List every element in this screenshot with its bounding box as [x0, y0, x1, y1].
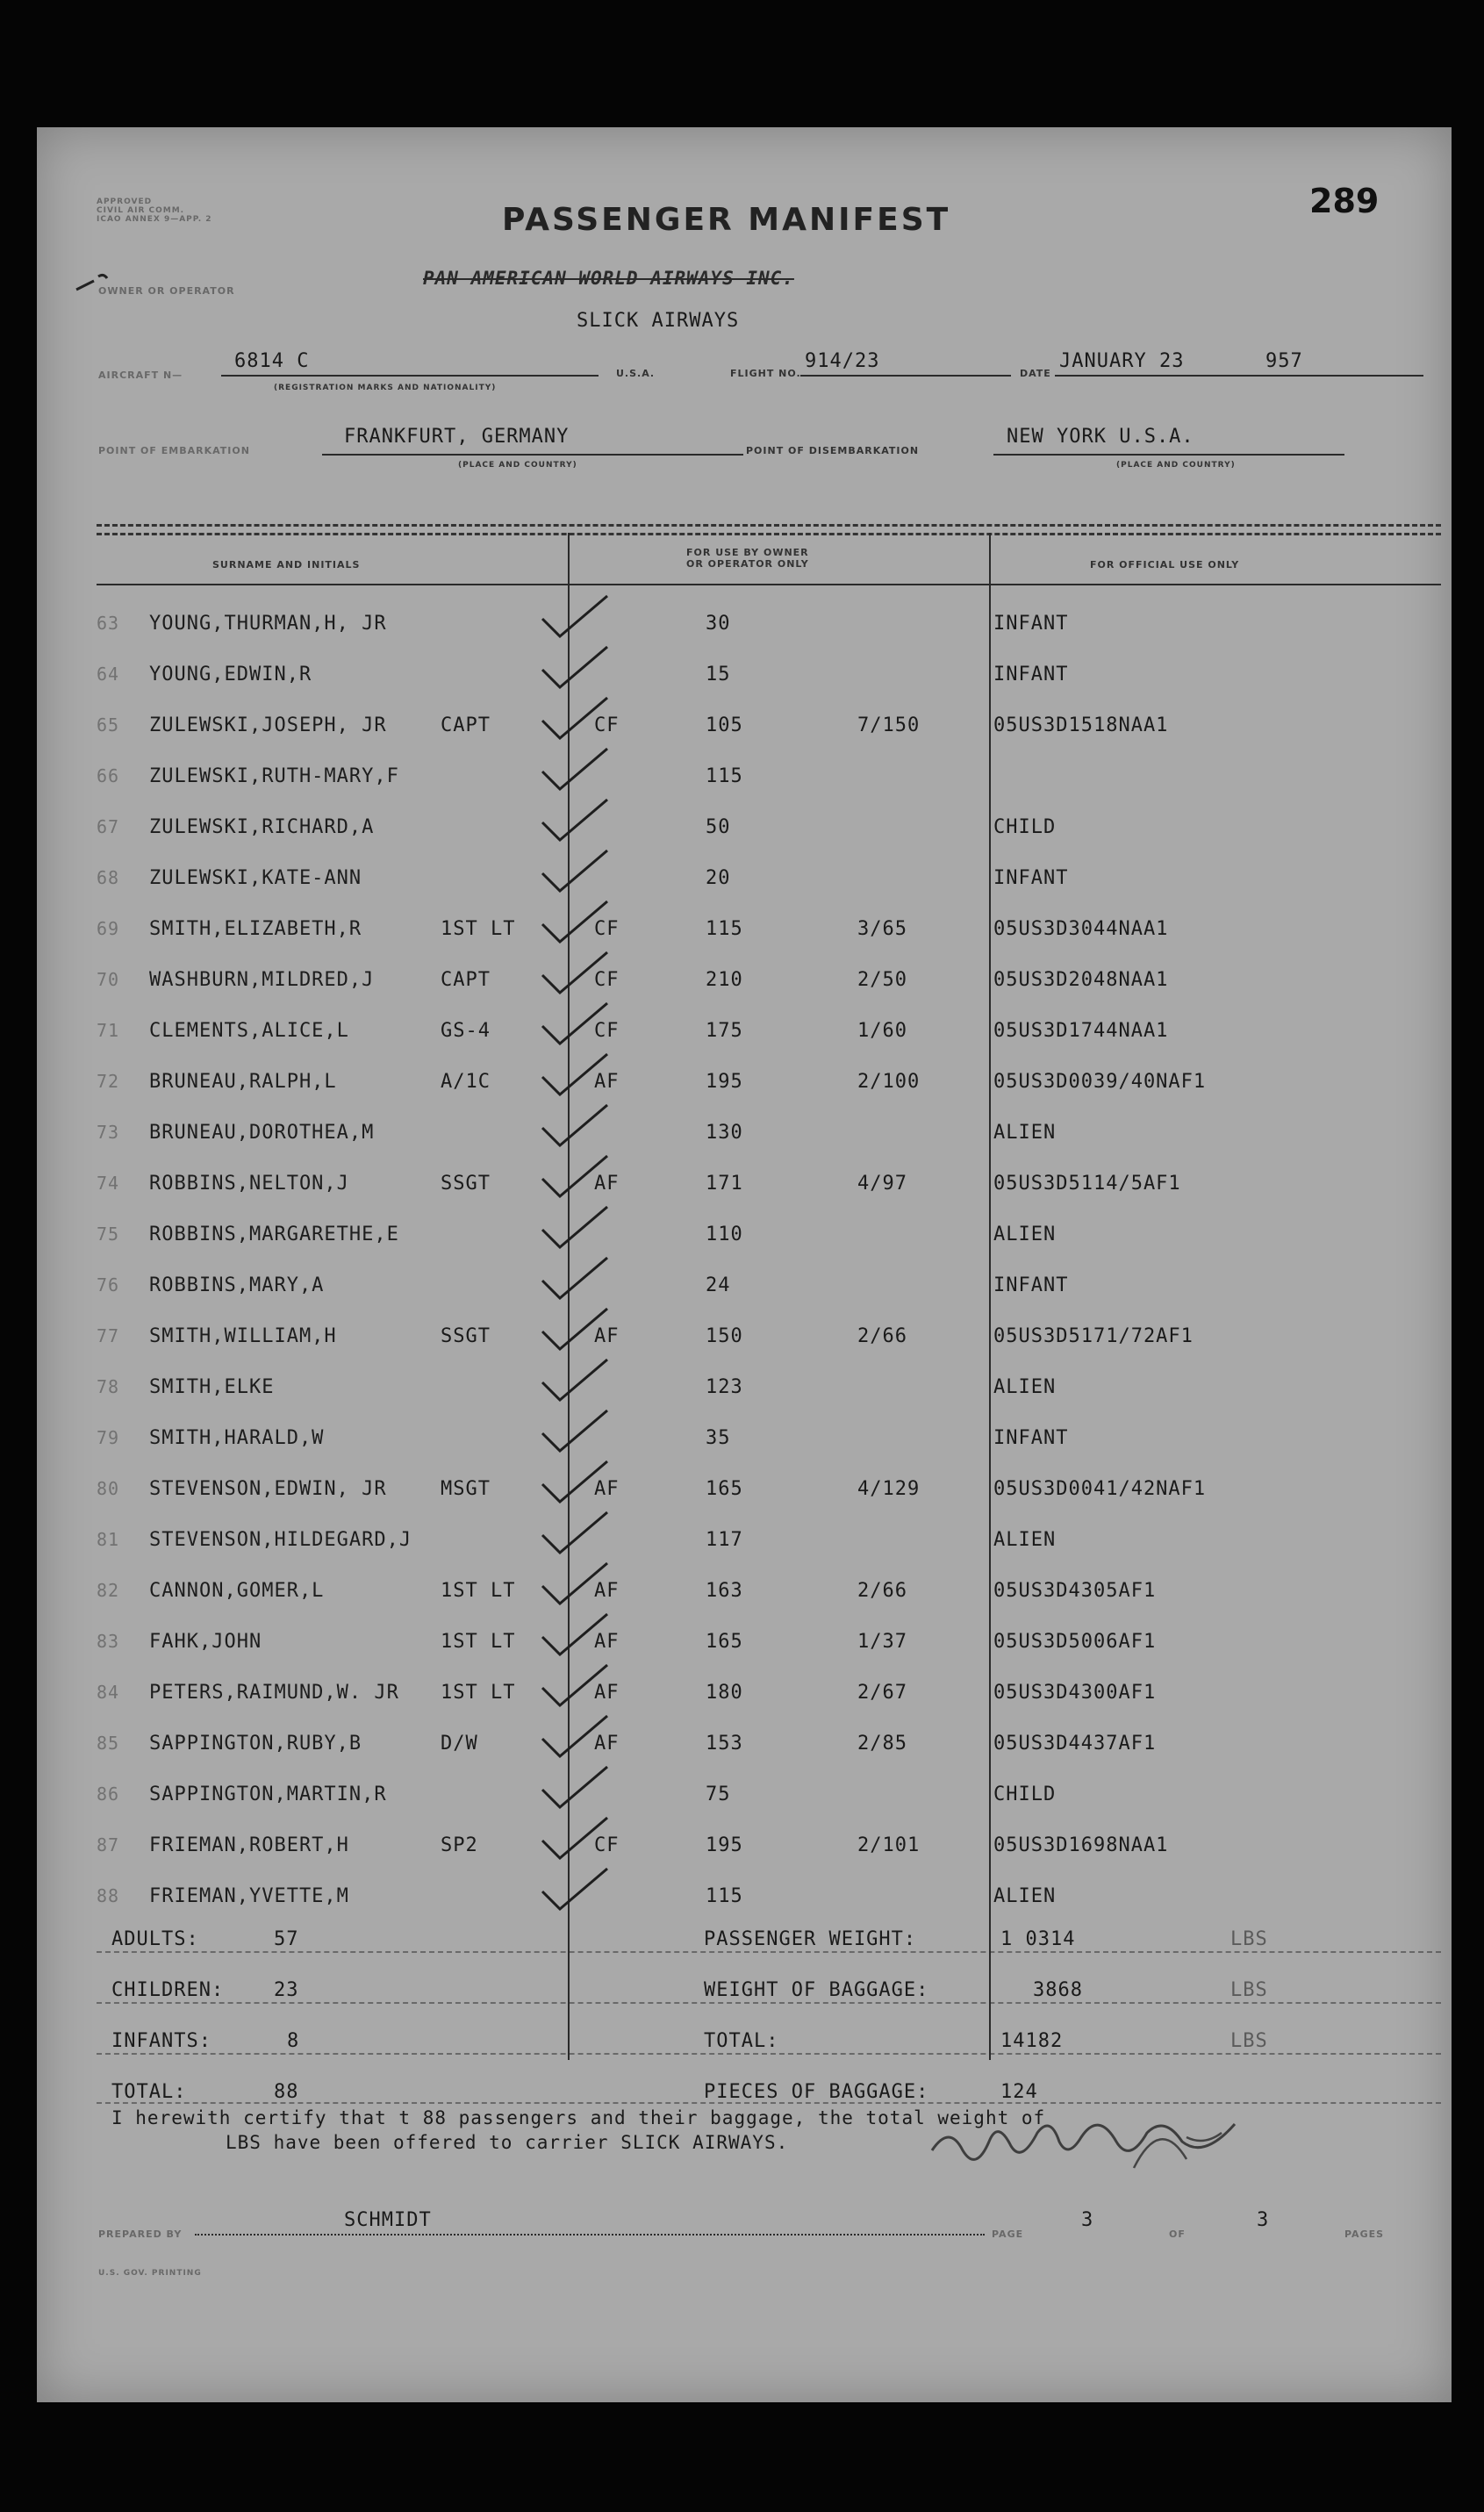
- row-number: 82: [97, 1580, 120, 1601]
- disembark-label: POINT OF DISEMBARKATION: [746, 445, 920, 456]
- header-rule: [97, 533, 1441, 535]
- carrier-code: AF: [594, 1733, 620, 1755]
- checkmark-icon: [535, 896, 614, 949]
- baggage-weight-value: 3868: [1033, 1979, 1083, 2001]
- infants-value: 8: [287, 2030, 300, 2052]
- passenger-name: YOUNG,THURMAN,H, JR: [149, 613, 387, 635]
- row-number: 63: [97, 613, 120, 634]
- row-number: 88: [97, 1885, 120, 1906]
- passenger-weight: 180: [706, 1682, 743, 1704]
- passenger-name: FRIEMAN,ROBERT,H: [149, 1834, 349, 1856]
- checkmark-icon: [535, 1660, 614, 1712]
- passenger-weight-value: 1 0314: [1000, 1928, 1076, 1950]
- checkmark-icon: [535, 1202, 614, 1254]
- flight-value: 914/23: [805, 350, 880, 372]
- row-number: 67: [97, 816, 120, 837]
- checkmark-icon: [535, 1507, 614, 1560]
- checkmark-icon: [535, 743, 614, 796]
- passenger-weight: 35: [706, 1427, 731, 1449]
- baggage-count: 3/65: [857, 918, 907, 940]
- total-weight-unit: LBS: [1230, 2030, 1268, 2052]
- passenger-name: FAHK,JOHN: [149, 1631, 262, 1653]
- passenger-name: FRIEMAN,YVETTE,M: [149, 1885, 349, 1907]
- checkmark-icon: [535, 1354, 614, 1407]
- carrier-code: AF: [594, 1682, 620, 1704]
- checkmark-icon: [535, 1405, 614, 1458]
- checkmark-icon: [535, 1151, 614, 1203]
- passenger-name: BRUNEAU,DOROTHEA,M: [149, 1122, 375, 1144]
- aircraft-underline: [221, 375, 599, 377]
- adults-value: 57: [274, 1928, 299, 1950]
- row-number: 65: [97, 714, 120, 736]
- passenger-name: ROBBINS,MARGARETHE,E: [149, 1224, 399, 1245]
- carrier-code: AF: [594, 1325, 620, 1347]
- carrier-code: AF: [594, 1071, 620, 1093]
- passenger-name: SMITH,WILLIAM,H: [149, 1325, 337, 1347]
- official-code: 05US3D1518NAA1: [993, 714, 1169, 736]
- total-weight-label: TOTAL:: [704, 2030, 779, 2052]
- baggage-weight-label: WEIGHT OF BAGGAGE:: [704, 1979, 929, 2001]
- header-rule: [97, 524, 1441, 527]
- of-value: 3: [1257, 2209, 1270, 2231]
- checkmark-icon: [535, 1456, 614, 1509]
- passenger-name: ZULEWSKI,RICHARD,A: [149, 816, 375, 838]
- date-label: DATE: [1020, 368, 1051, 379]
- official-code: ALIEN: [993, 1529, 1057, 1551]
- official-code: 05US3D2048NAA1: [993, 969, 1169, 991]
- carrier-code: AF: [594, 1631, 620, 1653]
- row-number: 87: [97, 1834, 120, 1855]
- official-code: ALIEN: [993, 1885, 1057, 1907]
- row-number: 83: [97, 1631, 120, 1652]
- passenger-weight: 153: [706, 1733, 743, 1755]
- aircraft-value: 6814 C: [234, 350, 310, 372]
- row-number: 73: [97, 1122, 120, 1143]
- passenger-weight: 15: [706, 664, 731, 685]
- row-number: 81: [97, 1529, 120, 1550]
- passenger-weight: 75: [706, 1784, 731, 1805]
- disembark-underline: [993, 454, 1344, 456]
- row-number: 68: [97, 867, 120, 888]
- passenger-rank: GS-4: [441, 1020, 491, 1042]
- baggage-count: 2/50: [857, 969, 907, 991]
- checkmark-icon: [535, 845, 614, 898]
- total-label: TOTAL:: [111, 2081, 187, 2103]
- official-code: 05US3D0041/42NAF1: [993, 1478, 1207, 1500]
- row-number: 84: [97, 1682, 120, 1703]
- official-code: 05US3D4437AF1: [993, 1733, 1157, 1755]
- embark-value: FRANKFURT, GERMANY: [344, 426, 570, 448]
- row-number: 64: [97, 664, 120, 685]
- checkmark-icon: [535, 1762, 614, 1814]
- col-owner-header: [686, 547, 809, 570]
- row-number: 77: [97, 1325, 120, 1346]
- signature: [923, 2098, 1292, 2177]
- checkmark-icon: [535, 947, 614, 1000]
- official-code: 05US3D5006AF1: [993, 1631, 1157, 1653]
- row-number: 72: [97, 1071, 120, 1092]
- total-weight-value: 14182: [1000, 2030, 1064, 2052]
- passenger-name: SMITH,HARALD,W: [149, 1427, 325, 1449]
- carrier-code: AF: [594, 1173, 620, 1195]
- passenger-name: ROBBINS,NELTON,J: [149, 1173, 349, 1195]
- summary-rule: [97, 1951, 1441, 1953]
- passenger-name: WASHBURN,MILDRED,J: [149, 969, 375, 991]
- official-code: INFANT: [993, 1427, 1069, 1449]
- official-code: 05US3D4305AF1: [993, 1580, 1157, 1602]
- page-label: PAGE: [992, 2229, 1024, 2240]
- prepared-label: PREPARED BY: [98, 2229, 183, 2240]
- baggage-count: 4/97: [857, 1173, 907, 1195]
- official-code: 05US3D3044NAA1: [993, 918, 1169, 940]
- official-code: INFANT: [993, 613, 1069, 635]
- baggage-count: 2/67: [857, 1682, 907, 1704]
- date-value: JANUARY 23: [1059, 350, 1185, 372]
- approval-line: ICAO ANNEX 9—APP. 2: [97, 215, 212, 224]
- checkmark-icon: [535, 1558, 614, 1611]
- passenger-weight: 195: [706, 1071, 743, 1093]
- infants-label: INFANTS:: [111, 2030, 211, 2052]
- form-title: PASSENGER MANIFEST: [502, 202, 951, 238]
- passenger-name: PETERS,RAIMUND,W. JR: [149, 1682, 399, 1704]
- passenger-name: ZULEWSKI,KATE-ANN: [149, 867, 362, 889]
- official-code: 05US3D5171/72AF1: [993, 1325, 1194, 1347]
- passenger-rank: SP2: [441, 1834, 478, 1856]
- passenger-name: CLEMENTS,ALICE,L: [149, 1020, 349, 1042]
- passenger-rank: 1ST LT: [441, 1682, 516, 1704]
- column-divider-right: [989, 533, 991, 2060]
- columns-header-rule: [97, 584, 1441, 585]
- official-code: INFANT: [993, 1274, 1069, 1296]
- carrier-code: CF: [594, 1834, 620, 1856]
- row-number: 79: [97, 1427, 120, 1448]
- baggage-pieces-value: 124: [1000, 2081, 1038, 2103]
- passenger-weight: 163: [706, 1580, 743, 1602]
- adults-label: ADULTS:: [111, 1928, 199, 1950]
- checkmark-icon: [535, 1100, 614, 1152]
- baggage-weight-unit: LBS: [1230, 1979, 1268, 2001]
- passenger-weight: 30: [706, 613, 731, 635]
- passenger-rank: CAPT: [441, 714, 491, 736]
- baggage-count: 7/150: [857, 714, 921, 736]
- passenger-rank: 1ST LT: [441, 1631, 516, 1653]
- row-number: 75: [97, 1224, 120, 1245]
- passenger-name: ZULEWSKI,RUTH-MARY,F: [149, 765, 399, 787]
- prepared-value: SCHMIDT: [344, 2209, 432, 2231]
- checkmark-icon: [535, 1252, 614, 1305]
- summary-rule: [97, 2002, 1441, 2004]
- col-surname-header: SURNAME AND INITIALS: [212, 559, 361, 571]
- prepared-underline: [195, 2234, 985, 2236]
- total-value: 88: [274, 2081, 299, 2103]
- official-code: CHILD: [993, 1784, 1057, 1805]
- passenger-weight: 130: [706, 1122, 743, 1144]
- checkmark-icon: [535, 794, 614, 847]
- checkmark-icon: [535, 998, 614, 1051]
- passenger-weight: 115: [706, 1885, 743, 1907]
- official-code: 05US3D1698NAA1: [993, 1834, 1169, 1856]
- passenger-weight: 105: [706, 714, 743, 736]
- col-owner-line: OR OPERATOR ONLY: [686, 558, 809, 570]
- passenger-rank: 1ST LT: [441, 1580, 516, 1602]
- embark-label: POINT OF EMBARKATION: [98, 445, 250, 456]
- checkmark-icon: [535, 1049, 614, 1102]
- disembark-note: (PLACE AND COUNTRY): [1116, 461, 1236, 470]
- passenger-name: YOUNG,EDWIN,R: [149, 664, 312, 685]
- passenger-rank: SSGT: [441, 1173, 491, 1195]
- owner-mark-icon: [72, 268, 125, 294]
- passenger-weight: 50: [706, 816, 731, 838]
- passenger-name: SMITH,ELIZABETH,R: [149, 918, 362, 940]
- passenger-weight: 195: [706, 1834, 743, 1856]
- checkmark-icon: [535, 1863, 614, 1916]
- certification-line-1: I herewith certify that t 88 passengers and their baggage, the total weight of: [111, 2107, 1046, 2128]
- passenger-name: BRUNEAU,RALPH,L: [149, 1071, 337, 1093]
- carrier-code: CF: [594, 1020, 620, 1042]
- embark-underline: [322, 454, 743, 456]
- approval-line: CIVIL AIR COMM.: [97, 206, 185, 215]
- baggage-count: 2/85: [857, 1733, 907, 1755]
- manifest-page: [37, 127, 1452, 2402]
- baggage-count: 2/100: [857, 1071, 921, 1093]
- official-code: INFANT: [993, 867, 1069, 889]
- passenger-rank: A/1C: [441, 1071, 491, 1093]
- row-number: 71: [97, 1020, 120, 1041]
- passenger-name: STEVENSON,HILDEGARD,J: [149, 1529, 412, 1551]
- passenger-weight: 115: [706, 765, 743, 787]
- official-code: ALIEN: [993, 1122, 1057, 1144]
- row-number: 76: [97, 1274, 120, 1295]
- flight-underline: [800, 375, 1011, 377]
- flight-label: FLIGHT NO.: [730, 368, 801, 379]
- col-owner-line: FOR USE BY OWNER: [686, 547, 809, 558]
- passenger-weight: 117: [706, 1529, 743, 1551]
- approval-note: [97, 197, 212, 224]
- baggage-count: 2/66: [857, 1325, 907, 1347]
- owner-value: SLICK AIRWAYS: [577, 310, 740, 332]
- baggage-count: 4/129: [857, 1478, 921, 1500]
- passenger-weight: 175: [706, 1020, 743, 1042]
- official-code: 05US3D4300AF1: [993, 1682, 1157, 1704]
- passenger-weight: 150: [706, 1325, 743, 1347]
- passenger-weight: 110: [706, 1224, 743, 1245]
- checkmark-icon: [535, 1303, 614, 1356]
- row-number: 74: [97, 1173, 120, 1194]
- owner-struck-text: PAN AMERICAN WORLD AIRWAYS INC.: [423, 268, 794, 289]
- passenger-name: SMITH,ELKE: [149, 1376, 275, 1398]
- official-code: ALIEN: [993, 1224, 1057, 1245]
- passenger-rank: MSGT: [441, 1478, 491, 1500]
- checkmark-icon: [535, 642, 614, 694]
- passenger-rank: CAPT: [441, 969, 491, 991]
- passenger-rank: SSGT: [441, 1325, 491, 1347]
- children-value: 23: [274, 1979, 299, 2001]
- date-underline: [1055, 375, 1423, 377]
- aircraft-label: AIRCRAFT N—: [98, 370, 183, 381]
- carrier-code: CF: [594, 714, 620, 736]
- printer-note: U.S. GOV. PRINTING: [98, 2269, 202, 2278]
- carrier-code: CF: [594, 918, 620, 940]
- disembark-value: NEW YORK U.S.A.: [1007, 426, 1194, 448]
- checkmark-icon: [535, 1609, 614, 1662]
- page-number: 289: [1309, 182, 1380, 220]
- baggage-count: 1/60: [857, 1020, 907, 1042]
- row-number: 70: [97, 969, 120, 990]
- children-label: CHILDREN:: [111, 1979, 225, 2001]
- passenger-name: SAPPINGTON,MARTIN,R: [149, 1784, 387, 1805]
- of-label: OF: [1169, 2229, 1186, 2240]
- passenger-weight: 165: [706, 1478, 743, 1500]
- pages-label: PAGES: [1344, 2229, 1385, 2240]
- passenger-weight: 123: [706, 1376, 743, 1398]
- passenger-name: ROBBINS,MARY,A: [149, 1274, 325, 1296]
- aircraft-note: (REGISTRATION MARKS AND NATIONALITY): [274, 384, 497, 392]
- carrier-code: CF: [594, 969, 620, 991]
- official-code: INFANT: [993, 664, 1069, 685]
- certification-line-2: LBS have been offered to carrier SLICK AIRWAYS.: [226, 2132, 789, 2153]
- baggage-count: 2/66: [857, 1580, 907, 1602]
- col-official-header: FOR OFFICIAL USE ONLY: [1090, 559, 1240, 571]
- row-number: 66: [97, 765, 120, 786]
- date-year: 957: [1265, 350, 1303, 372]
- passenger-weight: 171: [706, 1173, 743, 1195]
- checkmark-icon: [535, 1812, 614, 1865]
- page-value: 3: [1081, 2209, 1094, 2231]
- checkmark-icon: [535, 591, 614, 643]
- row-number: 78: [97, 1376, 120, 1397]
- row-number: 80: [97, 1478, 120, 1499]
- passenger-rank: D/W: [441, 1733, 478, 1755]
- official-code: CHILD: [993, 816, 1057, 838]
- passenger-name: STEVENSON,EDWIN, JR: [149, 1478, 387, 1500]
- embark-note: (PLACE AND COUNTRY): [458, 461, 577, 470]
- passenger-weight: 210: [706, 969, 743, 991]
- passenger-name: SAPPINGTON,RUBY,B: [149, 1733, 362, 1755]
- passenger-weight-unit: LBS: [1230, 1928, 1268, 1950]
- baggage-count: 2/101: [857, 1834, 921, 1856]
- row-number: 85: [97, 1733, 120, 1754]
- passenger-weight: 24: [706, 1274, 731, 1296]
- passenger-weight: 115: [706, 918, 743, 940]
- carrier-code: AF: [594, 1580, 620, 1602]
- official-code: 05US3D5114/5AF1: [993, 1173, 1181, 1195]
- passenger-name: CANNON,GOMER,L: [149, 1580, 325, 1602]
- approval-line: APPROVED: [97, 197, 153, 206]
- checkmark-icon: [535, 693, 614, 745]
- carrier-code: AF: [594, 1478, 620, 1500]
- row-number: 86: [97, 1784, 120, 1805]
- row-number: 69: [97, 918, 120, 939]
- baggage-count: 1/37: [857, 1631, 907, 1653]
- passenger-name: ZULEWSKI,JOSEPH, JR: [149, 714, 387, 736]
- official-code: ALIEN: [993, 1376, 1057, 1398]
- official-code: 05US3D1744NAA1: [993, 1020, 1169, 1042]
- official-code: 05US3D0039/40NAF1: [993, 1071, 1207, 1093]
- usa-label: U.S.A.: [616, 368, 656, 379]
- summary-rule: [97, 2053, 1441, 2055]
- passenger-rank: 1ST LT: [441, 918, 516, 940]
- owner-label: OWNER OR OPERATOR: [98, 285, 235, 297]
- checkmark-icon: [535, 1711, 614, 1763]
- passenger-weight-label: PASSENGER WEIGHT:: [704, 1928, 917, 1950]
- passenger-weight: 165: [706, 1631, 743, 1653]
- baggage-pieces-label: PIECES OF BAGGAGE:: [704, 2081, 929, 2103]
- passenger-weight: 20: [706, 867, 731, 889]
